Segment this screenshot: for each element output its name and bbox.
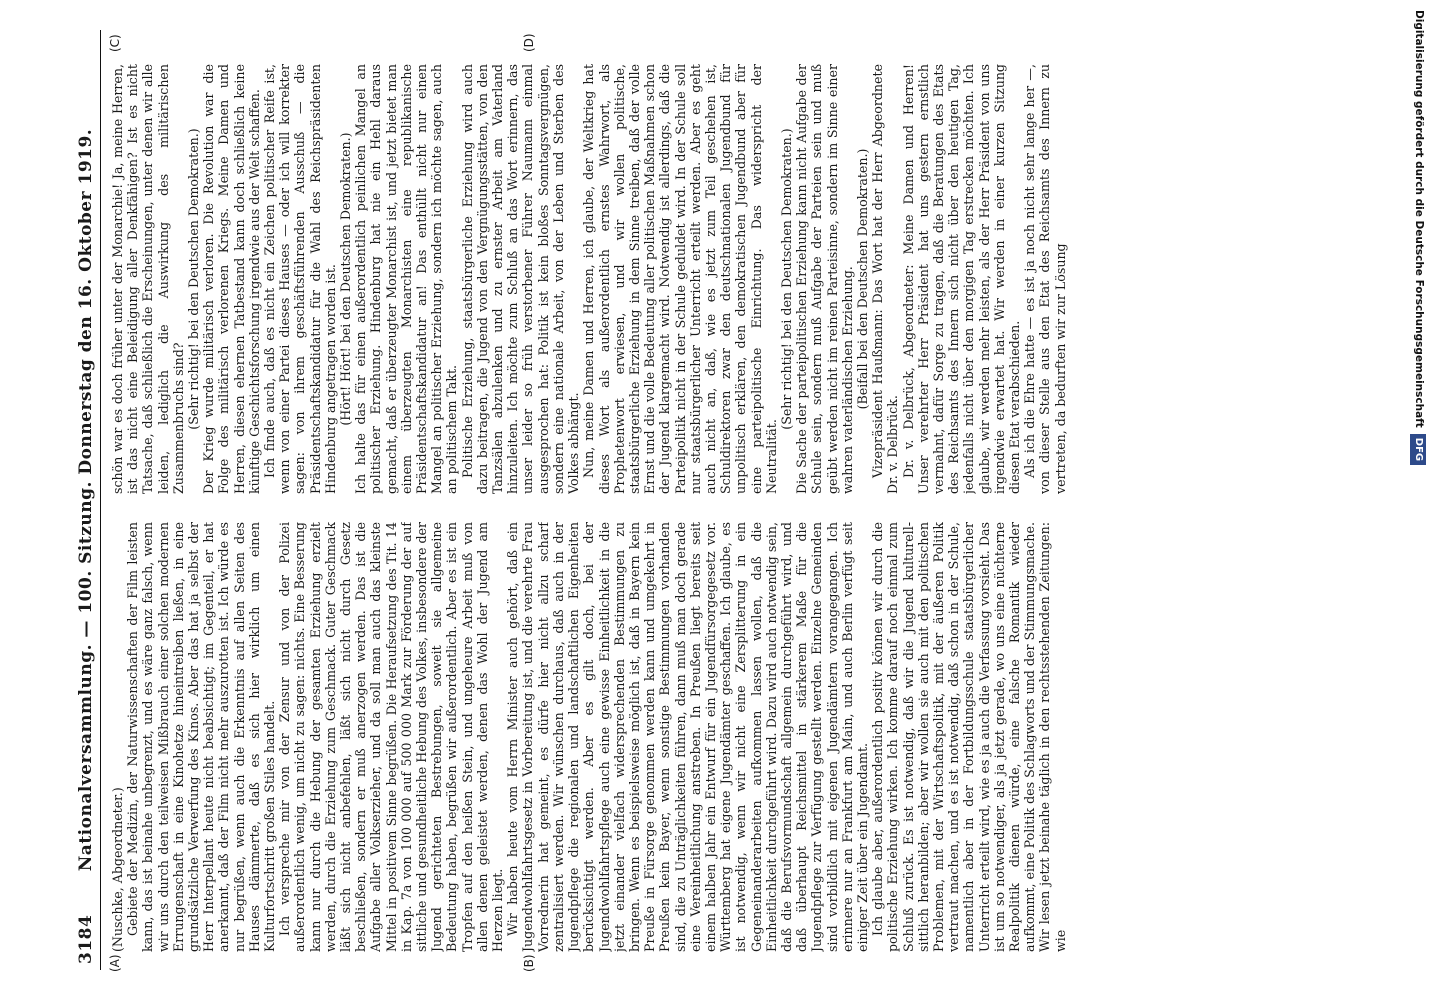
paragraph: Die Sache der parteipolitischen Erziehung kann nicht Aufgabe der Schule sein, sondern muß Aufgabe der Parteien sein und muß geübt werden nicht im reinen Parteisinne, sondern im Sinne einer wahren vaterländischen Erziehung. [794, 64, 855, 494]
paragraph: (Nuschke, Abgeordneter.) [110, 787, 125, 952]
page-title: Nationalversammlung. — 100. Sitzung. Donnerstag den 16. Oktober 1919. [76, 128, 96, 872]
margin-mark-b: (B) [522, 954, 536, 972]
paragraph: Politische Erziehung, staatsbürgerliche Erziehung wird auch dazu beitragen, die Jugend von den Vergnügungsstätten, von den Tanzsälen abzulenken und zu ernster Arbeit am Vaterland hinzuleiten. Ich möchte zum Schluß an das Wort erinnern, das unser leider so früh verstorbener Führer Naumann einmal ausgesprochen hat: Politik ist kein bloßes Sonntagsvergnügen, sondern eine nationale Arbeit, von der Leben und Sterben des Volkes abhängt. [459, 64, 582, 494]
interjection: (Beifall bei den Deutschen Demokraten.) [854, 148, 870, 410]
interjection: (Sehr richtig! bei den Deutschen Demokraten.) [778, 128, 794, 430]
paragraph: Vizepräsident Haußmann: Das Wort hat der Herr Abgeordnete Dr. v. Delbrück. [870, 64, 901, 494]
interjection: (Sehr richtig! bei den Deutschen Demokraten.) [186, 128, 202, 430]
paragraph: schön war es doch früher unter der Monarchie! Ja, meine Herren, ist das nicht eine Beleidigung aller Denkfähigen? Ist es nicht Tatsache, daß schließlich die Erscheinungen, unter denen wir alle leiden, lediglich die Auswirkung des militärischen Zusammenbruchs sind? [110, 64, 186, 494]
page-number: 3184 [76, 914, 96, 964]
paragraph: Wir haben heute vom Herrn Minister auch gehört, daß ein Jugendwohlfahrtsgesetz in Vorbereitung ist, und die verehrte Frau Vorrednerin hat gemeint, es dürfe hier nicht allzu scharf zentralisiert werden. Wir wünschen durchaus, daß auch in der Jugendpflege die regionalen und landschaftlichen Eigenheiten berücksichtigt werden. Aber es gilt doch, bei der Jugendwohlfahrtspflege auch eine gewisse Einheitlichkeit in die jetzt einander vielfach widersprechenden Bestimmungen zu bringen. Wenn es beispielsweise möglich ist, daß in Bayern kein Preuße in Fürsorge genommen werden kann und umgekehrt in Preußen kein Bayer, wenn sonstige Bestimmungen vorhanden sind, die zu Unträglichkeiten führen, dann muß man doch gerade eine Vereinheitlichung anstreben. In Preußen liegt bereits seit einem halben Jahr ein Entwurf für ein Jugendfürsorgegesetz vor. Württemberg hat eigene Jugendämter geschaffen. Ich glaube, es ist notwendig, wenn wir nicht eine Zersplitterung in ein Gegeneinanderarbeiten aufkommen lassen wollen, daß die Einheitlichkeit durchgeführt wird. Dazu wird auch notwendig sein, daß die Berufsvormundschaft allgemein durchgeführt wird, und daß überhaupt Reichsmittel in stärkerem Maße für die Jugendpflege zur Verfügung gestellt werden. Einzelne Gemeinden sind vorbildlich mit eigenen Jugendämtern vorangegangen. Ich erinnere nur an Frankfurt am Main, und auch Berlin verfügt seit einiger Zeit über ein Jugendamt. [505, 522, 870, 952]
newspaper-page [66, 30, 1366, 970]
margin-mark-c: (C) [108, 34, 122, 52]
interjection: (Hört! Hört! bei den Deutschen Demokraten.) [338, 132, 354, 426]
text-columns [110, 30, 1366, 970]
margin-mark-a: (A) [108, 954, 122, 972]
dfg-logo: DFG [1410, 434, 1426, 465]
paragraph: Dr. v. Delbrück, Abgeordneter: Meine Damen und Herren! Unser verehrter Herr Präsident hat uns gestern ernstlich vermahnt, dafür Sorge zu tragen, daß die Beratungen des Etats des Reichsamts des Innern sich nicht über den heutigen Tag, jedenfalls nicht über den morgigen Tag erstrecken möchten. Ich glaube, wir werden mehr leisten, als der Herr Präsident von uns irgendwie erwartet hat. Wir werden in einer kurzen Sitzung diesen Etat verabschieden. [900, 64, 1022, 494]
paragraph: Der Krieg wurde militärisch verloren. Die Revolution war die Folge des militärisch verlorenen Kriegs. Meine Damen und Herren, diesen ehernen Tatbestand kann doch schließlich keine künftige Geschichtsforschung irgendwie aus der Welt schaffen. [201, 64, 262, 494]
left-column [110, 522, 1366, 952]
right-column [110, 64, 1366, 494]
digitization-credit [1408, 10, 1434, 990]
paragraph: Ich finde auch, daß es nicht ein Zeichen politischer Reife ist, wenn von einer Partei dieses Hauses — oder ich will korrekter sagen: von ihrem geschäftsführenden Ausschuß — die Präsidentschaftskandidatur für die Wahl des Reichspräsidenten Hindenburg angetragen worden ist. [262, 64, 338, 494]
paragraph: Gebiete der Medizin, der Naturwissenschaften der Film leisten kann, das ist beinahe unbegrenzt, und es wäre ganz falsch, wenn wir uns durch den teilweisen Mißbrauch einer solchen modernen Errungenschaft in eine Kinohetze hineintreiben ließen, in eine grundsätzliche Verwerfung des Kinos. Aber das hat ja selbst der Herr Interpellant heute nicht beabsichtigt; im Gegenteil, er hat anerkannt, daß der Film nicht mehr auszurotten ist. Ich würde es nur begrüßen, wenn auch die Erkenntnis auf allen Seiten des Hauses dämmerte, daß es sich hier wirklich um einen Kulturfortschritt großen Stiles handelt. [125, 522, 278, 952]
margin-mark-d: (D) [522, 33, 536, 52]
page-header [72, 30, 101, 970]
paragraph: Ich verspreche mir von der Zensur und von der Polizei außerordentlich wenig, um nicht zu sagen: nichts. Eine Besserung kann nur durch die Hebung der gesamten Erziehung erzielt werden, durch die Erziehung zum Geschmack. Guter Geschmack läßt sich nicht anbefehlen, läßt sich nicht durch Gesetz beschließen, sondern er muß anerzogen werden. Das ist die Aufgabe aller Volkserzieher, und da soll man auch das kleinste Mittel in positivem Sinne begrüßen. Die Heraufsetzung des Tit. 14 in Kap. 7a von 100 000 auf 500 000 Mark zur Förderung der auf sittliche und gesundheitliche Hebung des Volkes, insbesondere der Jugend gerichteten Bestrebungen, soweit sie allgemeine Bedeutung haben, begrüßen wir außerordentlich. Aber es ist ein Tropfen auf den heißen Stein, und ungeheure Arbeit muß von allen denen geleistet werden, denen das Wohl der Jugend am Herzen liegt. [277, 522, 506, 952]
paragraph: Ich halte das für einen außerordentlich peinlichen Mangel an politischer Erziehung. Hindenburg hat nie ein Hehl daraus gemacht, daß er überzeugter Monarchist ist, und jetzt bietet man einem überzeugten Monarchisten eine republikanische Präsidentschaftskandidatur an! Das enthüllt nicht nur einen Mangel an politischer Erziehung, sondern ich möchte sagen, auch an politischem Takt. [353, 64, 460, 494]
credit-text: Digitalisierung gefördert durch die Deutsche Forschungsgemeinschaft [1413, 10, 1425, 428]
paragraph: Nun, meine Damen und Herren, ich glaube, der Weltkrieg hat dieses Wort als außerordentlich ernstes Wahrwort, als Prophetenwort erwiesen, und wir wollen politische, staatsbürgerliche Erziehung in dem Sinne treiben, daß der volle Ernst und die volle Bedeutung aller politischen Maßnahmen schon der Jugend klargemacht wird. Notwendig ist allerdings, daß die Parteipolitik nicht in der Schule geduldet wird. In der Schule soll nur staatsbürgerlicher Unterricht erteilt werden. Aber es geht auch nicht an, daß, wie es jetzt zum Teil geschehen ist, Schuldirektoren zwar den deutschnationalen Jugendbund für unpolitisch erklären, den demokratischen Jugendbund aber für eine parteipolitische Einrichtung. Das widerspricht der Neutralität. [581, 64, 779, 494]
paragraph: Ich glaube aber, außerordentlich positiv können wir durch die politische Erziehung wirken. Ich komme darauf noch einmal zum Schluß zurück. Es ist notwendig, daß wir die Jugend kulturell-sittlich heranbilden; aber wir wollen sie auch mit den politischen Problemen, mit der Wirtschaftspolitik, mit der äußeren Politik vertraut machen, und es ist notwendig, daß schon in der Schule, namentlich aber in der Fortbildungsschule staatsbürgerlicher Unterricht erteilt wird, wie es ja auch die Verfassung vorsieht. Das ist um so notwendiger, als ja jetzt gerade, wo uns eine nüchterne Realpolitik dienen würde, eine falsche Romantik wieder aufkommt, eine Politik des Schlagworts und der Stimmungsmache. Wir lesen jetzt beinahe täglich in den rechtsstehenden Zeitungen: wie [870, 522, 1068, 952]
paragraph: Als ich die Ehre hatte — es ist ja noch nicht sehr lange her —, von dieser Stelle aus den Etat des Reichsamts des Innern zu vertreten, da bedurften wir zur Lösung [1022, 64, 1068, 494]
